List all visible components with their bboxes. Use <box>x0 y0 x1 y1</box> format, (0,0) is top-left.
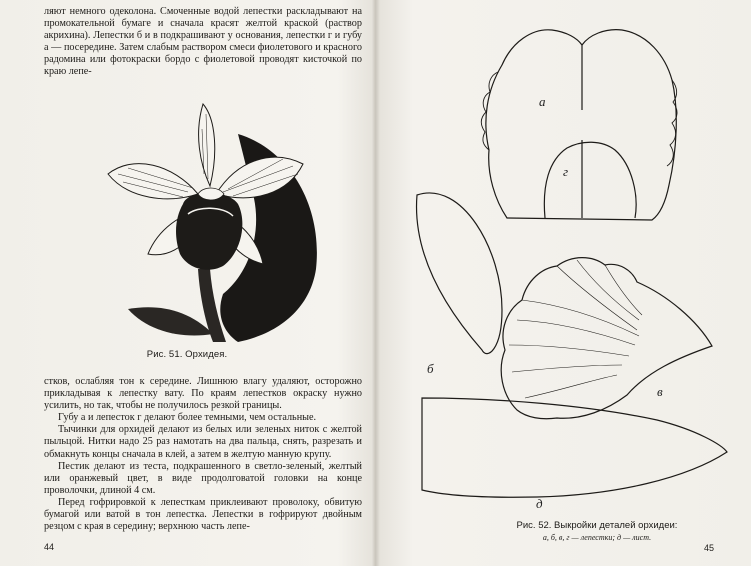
page-number-left: 44 <box>44 542 55 552</box>
bottom-text-block <box>44 376 362 533</box>
right-page <box>377 0 751 566</box>
figure-51-caption: Рис. 51. Орхидея. <box>146 349 228 360</box>
label-d: д <box>536 496 543 511</box>
label-g: г <box>563 164 569 179</box>
paragraph: Губу а и лепесток г делают более темными, чем остальные. <box>58 412 317 424</box>
orchid-leaf-lower <box>128 307 213 335</box>
label-v: в <box>657 384 663 399</box>
orchid-illustration <box>88 94 328 344</box>
label-a: а <box>539 94 546 109</box>
orchid-lip <box>176 193 242 270</box>
pattern-drawings <box>377 0 751 566</box>
orchid-sepal-top <box>199 104 215 186</box>
pattern-g-outline <box>544 142 636 218</box>
label-b: б <box>427 361 434 376</box>
orchid-petal-left <box>108 164 198 199</box>
top-text-block <box>44 6 362 79</box>
paragraph: Пестик делают из теста, подкрашенного в светло-зеленый, желтый или оранжевый цвет, в виде продолговатой головки на конце проволочки, длиной 4 см. <box>44 460 362 496</box>
figure-52-caption: Рис. 52. Выкройки деталей орхидеи: <box>516 520 678 531</box>
paragraph: стков, ослабляя тон к середине. Лишнюю влагу удаляют, осторожно прикладывая к лепестку вату. По краям лепестков окраску нужно усилить, но так, чтобы не получилось резкой границы. <box>44 376 362 412</box>
pattern-v-outline <box>501 258 712 419</box>
pattern-a-outline <box>486 30 676 220</box>
pattern-a-scallop <box>481 72 498 150</box>
figure-52-legend: а, б, в, г — лепестки; д — лист. <box>542 533 652 542</box>
pattern-b-outline <box>417 193 502 354</box>
left-page <box>0 0 374 566</box>
top-paragraph: ляют немного одеколона. Смоченные водой лепестки раскладывают на промокательной бумаге и сначала красят желтой краской (раствор акрихина). Лепестки б и в подкрашивают у основания, лепестки г и губу а — посередине. Затем слабым раствором смеси фиолетового и красного радомина или фотокраски бордо с фиолетовой проводят кисточкой по краю лепе- <box>44 6 362 78</box>
paragraph: Тычинки для орхидей делают из белых или зеленых ниток с желтой пыльцой. Нитки надо 25 раз намотать на два пальца, снять, разрезать и обмакнуть концы сначала в клей, а затем в желтую манную крупу. <box>44 424 362 460</box>
paragraph: Перед гофрировкой к лепесткам приклеивают проволоку, обвитую бумагой или ватой в тон лепестка. Лепестки в гофрируют двойным резцом с края в середину; верхнюю часть лепе- <box>44 496 362 533</box>
pattern-a-scallop-right <box>667 80 677 166</box>
page-number-right: 45 <box>704 543 715 553</box>
pattern-d-outline <box>422 398 727 497</box>
